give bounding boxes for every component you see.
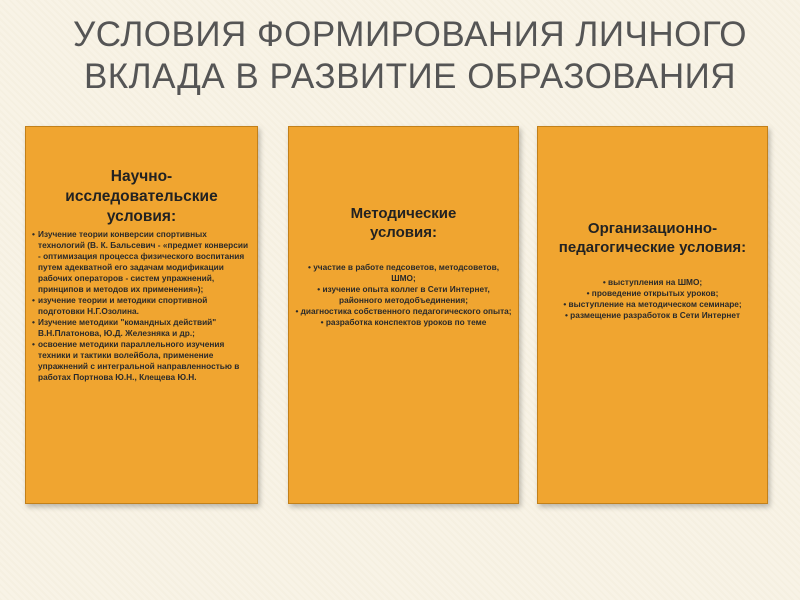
list-item [32,229,253,295]
research-conditions-box [25,126,258,504]
list-item: • разработка конспектов уроков по теме [320,317,487,327]
list-item-text: освоение методики параллельного изучения техники и тактики волейбола, применение упражнений с интегральной направленностью в работах Портнова Ю.Н., Клещева Ю.Н. [38,339,240,382]
list-item [32,339,253,383]
list-item [32,317,253,339]
methodical-conditions-heading: Методические условия: [350,205,457,241]
methodical-conditions-list [289,262,518,328]
list-item: • размещение разработок в Сети Интернет [564,310,741,320]
list-item: • выступление на методическом семинаре; [563,299,742,309]
slide-title-line-2: ВКЛАДА В РАЗВИТИЕ ОБРАЗОВАНИЯ [83,57,737,96]
bullet-icon: • [32,295,35,305]
list-item: • изучение опыта коллег в Сети Интернет, районного методобъединения; [317,284,490,305]
organizational-conditions-heading: Организационно-педагогические условия: [558,220,747,256]
bullet-icon: • [32,339,35,349]
research-conditions-list [26,229,257,383]
list-item-text: изучение теории и методики спортивной подготовки Н.Г.Озолина. [38,295,208,316]
list-item: • диагностика собственного педагогического опыта; [295,306,512,316]
research-conditions-heading: Научно-исследовательские условия: [65,168,218,225]
bullet-icon: • [32,317,35,327]
organizational-conditions-list [538,277,767,321]
list-item [32,295,253,317]
list-item-text: Изучение теории конверсии спортивных технологий (В. К. Бальсевич - «предмет конверсии - оптимизация процесса физического воспитания путем адекватной его задачам модификации рабочих операторов - систем упражнений, принципов и методов их применения»); [38,229,249,294]
slide-title [40,14,780,98]
organizational-conditions-box [537,126,768,504]
list-item: • проведение открытых уроков; [586,288,719,298]
slide-title-line-1: УСЛОВИЯ ФОРМИРОВАНИЯ ЛИЧНОГО [72,15,748,54]
bullet-icon: • [32,229,35,239]
list-item: • участие в работе педсоветов, методсоветов, ШМО; [307,262,500,283]
list-item-text: Изучение методики "командных действий" В.Н.Платонова, Ю.Д. Железняка и др.; [38,317,217,338]
list-item: • выступления на ШМО; [602,277,703,287]
methodical-conditions-box [288,126,519,504]
